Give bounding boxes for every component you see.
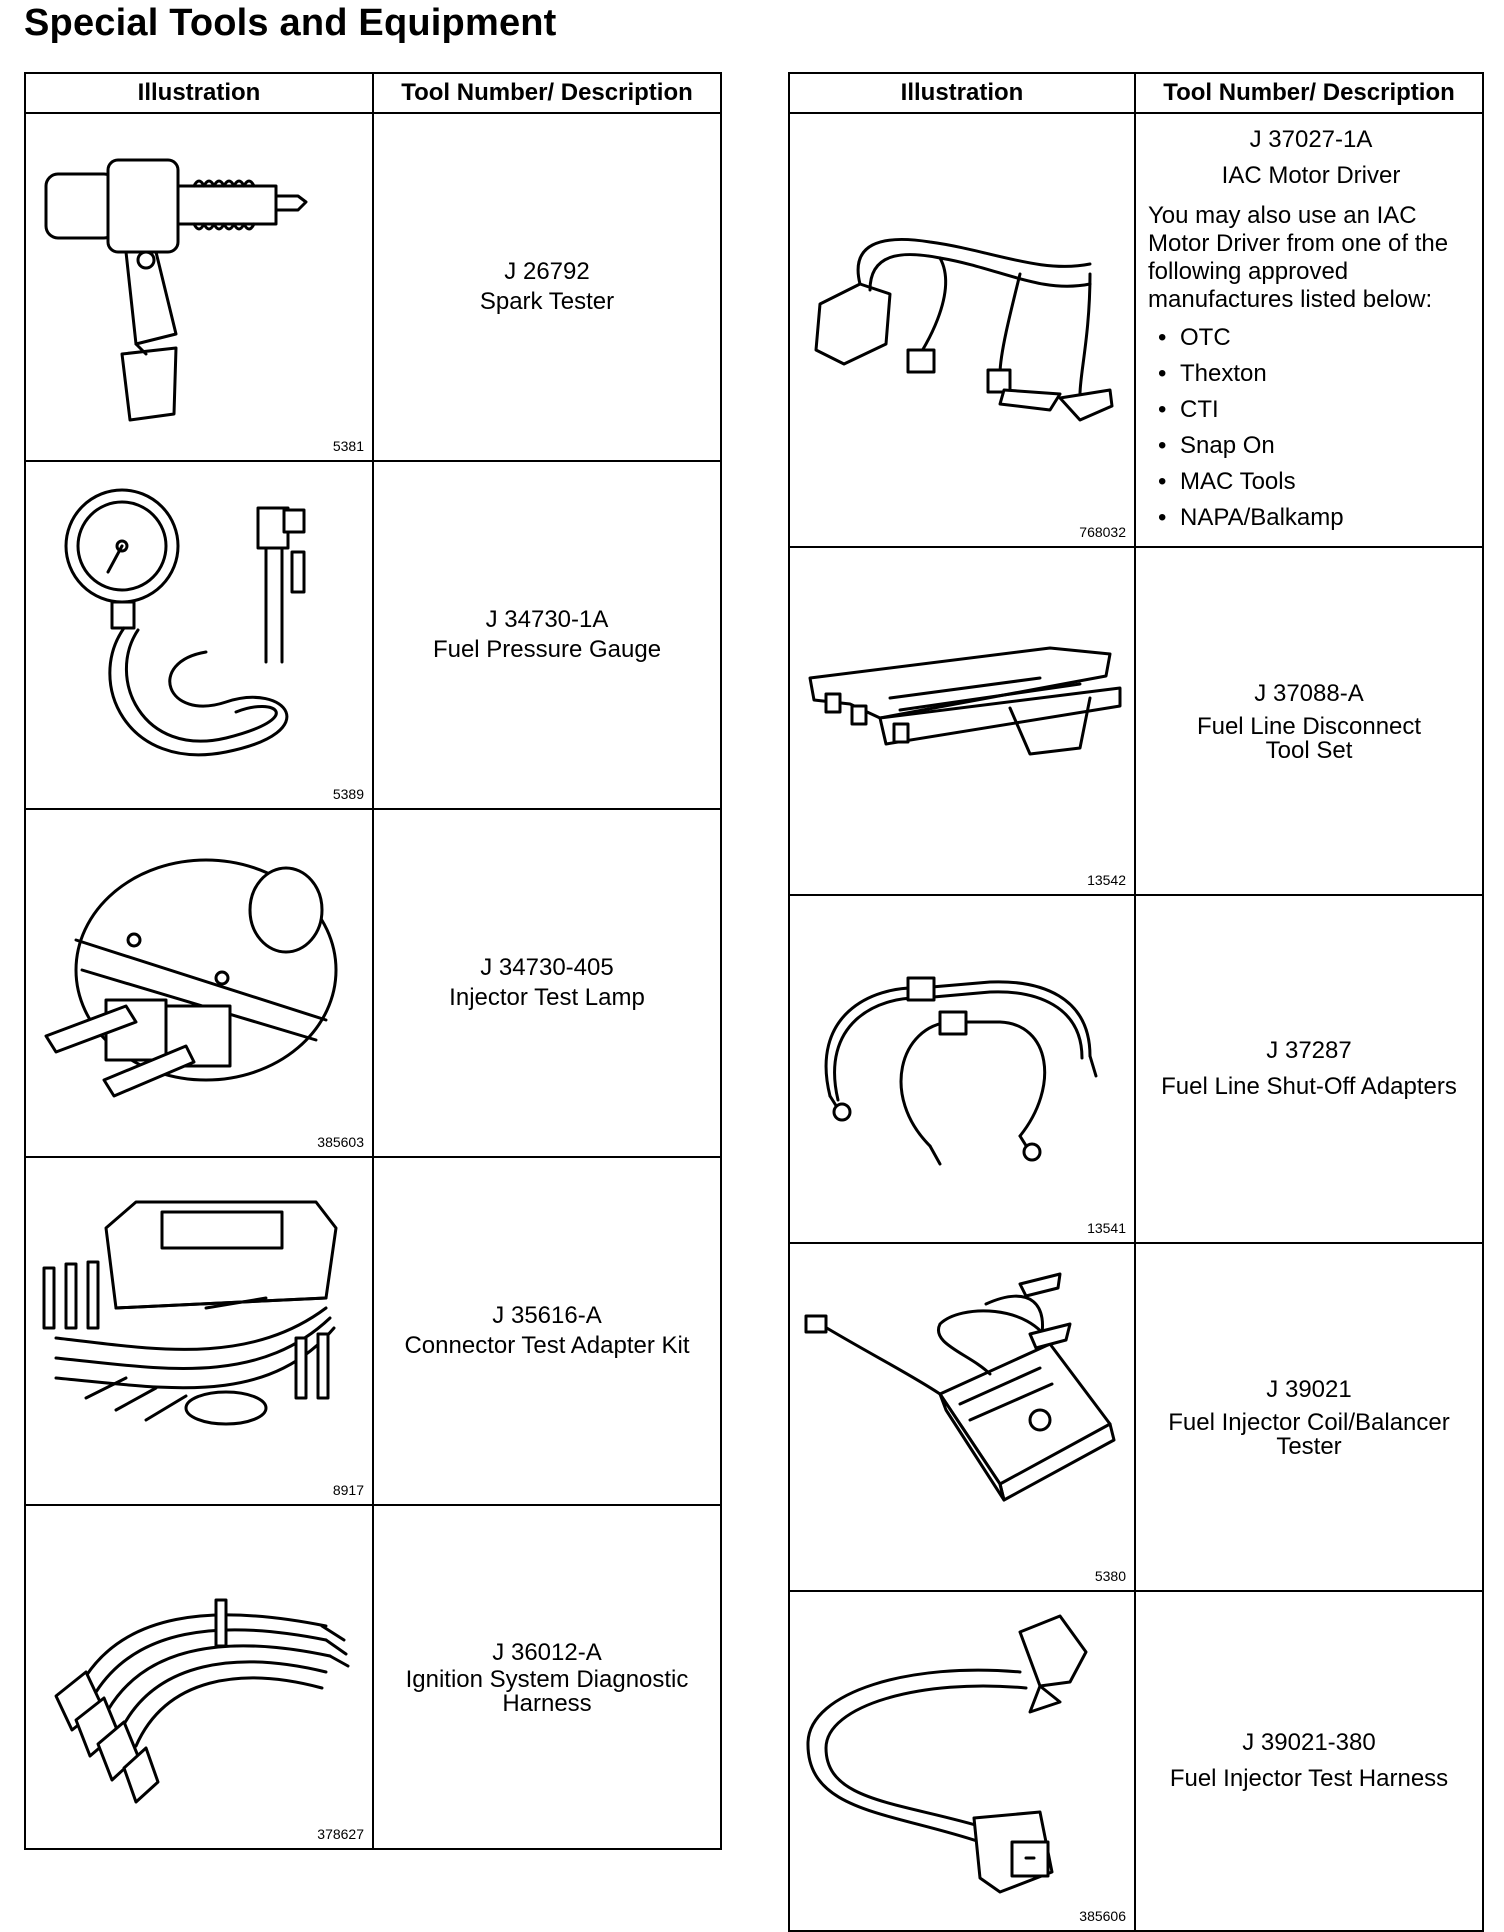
tool-description: Injector Test Lamp — [449, 984, 645, 1011]
figure-number: 13542 — [1087, 872, 1126, 888]
table-header-row — [789, 73, 1483, 113]
tool-number: J 37088-A — [1254, 680, 1364, 707]
tool-description: Fuel Injector Test Harness — [1169, 1765, 1449, 1792]
tool-description-cell — [1135, 1243, 1483, 1591]
tool-number: J 26792 — [504, 258, 590, 285]
illustration-header: Illustration — [25, 73, 373, 113]
illustration-cell — [25, 113, 373, 461]
test-harness-icon — [790, 1592, 1132, 1928]
figure-number: 385603 — [317, 1134, 364, 1150]
list-item: • MAC Tools — [1180, 464, 1474, 500]
tool-description-cell — [373, 1505, 721, 1849]
illustration-cell — [789, 547, 1135, 895]
tool-description-cell — [1135, 113, 1483, 547]
tool-description: IAC Motor Driver — [1221, 162, 1401, 189]
figure-number: 8917 — [332, 1482, 364, 1498]
illustration-cell — [789, 1243, 1135, 1591]
list-item: • CTI — [1180, 392, 1474, 428]
balancer-tester-icon — [790, 1244, 1132, 1588]
iac-motor-driver-icon — [790, 114, 1132, 530]
illustration-cell — [789, 113, 1135, 547]
illustration-header: Illustration — [789, 73, 1135, 113]
tool-description-header: Tool Number/ Description — [373, 73, 721, 113]
tool-description-line1: Fuel Injector Coil/Balancer — [1168, 1409, 1450, 1436]
tool-description-line1: Fuel Line Disconnect — [1196, 713, 1422, 740]
tool-description-header: Tool Number/ Description — [1135, 73, 1483, 113]
injector-test-lamp-icon — [26, 810, 370, 1154]
tool-description: Spark Tester — [479, 288, 615, 315]
tool-description-cell — [1135, 547, 1483, 895]
figure-number: 5381 — [332, 438, 364, 454]
manufacturer-list — [1148, 320, 1474, 536]
table-header-row — [25, 73, 721, 113]
figure-number: 385606 — [1079, 1908, 1126, 1924]
tool-number: J 34730-1A — [485, 606, 609, 633]
fuel-pressure-gauge-icon — [26, 462, 370, 806]
table-row — [25, 809, 721, 1157]
figure-number: 768032 — [1079, 524, 1126, 540]
illustration-cell — [25, 1505, 373, 1849]
tool-description-cell — [373, 809, 721, 1157]
page-title: Special Tools and Equipment — [24, 2, 557, 44]
table-row — [25, 113, 721, 461]
disconnect-tool-icon — [790, 548, 1132, 892]
tool-number: J 34730-405 — [480, 954, 614, 981]
tool-description-line2: Tool Set — [1265, 737, 1353, 764]
table-row — [789, 113, 1483, 547]
tool-description-cell — [1135, 1591, 1483, 1931]
tool-description-cell — [1135, 895, 1483, 1243]
table-row — [25, 1157, 721, 1505]
tool-description-line2: Harness — [502, 1690, 592, 1717]
table-row — [789, 1243, 1483, 1591]
tool-description: Fuel Line Shut-Off Adapters — [1161, 1073, 1457, 1100]
list-item: • Thexton — [1180, 356, 1474, 392]
ignition-harness-icon — [26, 1506, 370, 1846]
figure-number: 5380 — [1094, 1568, 1126, 1584]
tool-number: J 37027-1A — [1249, 126, 1373, 153]
tool-number: J 39021 — [1266, 1376, 1352, 1403]
tool-description-cell — [373, 461, 721, 809]
adapter-kit-icon — [26, 1158, 370, 1502]
table-row — [25, 461, 721, 809]
tool-number: J 37287 — [1266, 1037, 1352, 1064]
table-row — [789, 895, 1483, 1243]
illustration-cell — [789, 895, 1135, 1243]
tool-description-line2: Tester — [1276, 1433, 1342, 1460]
illustration-cell — [25, 461, 373, 809]
tool-description-cell — [373, 113, 721, 461]
illustration-cell — [25, 1157, 373, 1505]
tool-number: J 35616-A — [492, 1302, 602, 1329]
tool-description-line1: Ignition System Diagnostic — [405, 1666, 689, 1693]
tool-number: J 39021-380 — [1242, 1729, 1376, 1756]
shutoff-adapters-icon — [790, 896, 1132, 1240]
tool-description: Fuel Pressure Gauge — [432, 636, 662, 663]
left-tools-table — [24, 72, 722, 1850]
figure-number: 378627 — [317, 1826, 364, 1842]
tool-number: J 36012-A — [492, 1639, 602, 1666]
tool-description-cell — [373, 1157, 721, 1505]
list-item: • OTC — [1180, 320, 1474, 356]
table-row — [789, 547, 1483, 895]
list-item: • NAPA/Balkamp — [1180, 500, 1474, 536]
table-row — [789, 1591, 1483, 1931]
manufacturer-note: You may also use an IAC Motor Driver from one of the following approved manufactures listed below: — [1148, 202, 1449, 313]
illustration-cell — [25, 809, 373, 1157]
tool-description: Connector Test Adapter Kit — [404, 1332, 690, 1359]
table-row — [25, 1505, 721, 1849]
right-tools-table — [788, 72, 1484, 1932]
illustration-cell — [789, 1591, 1135, 1931]
spark-tester-icon — [26, 114, 370, 458]
figure-number: 13541 — [1087, 1220, 1126, 1236]
figure-number: 5389 — [332, 786, 364, 802]
list-item: • Snap On — [1180, 428, 1474, 464]
